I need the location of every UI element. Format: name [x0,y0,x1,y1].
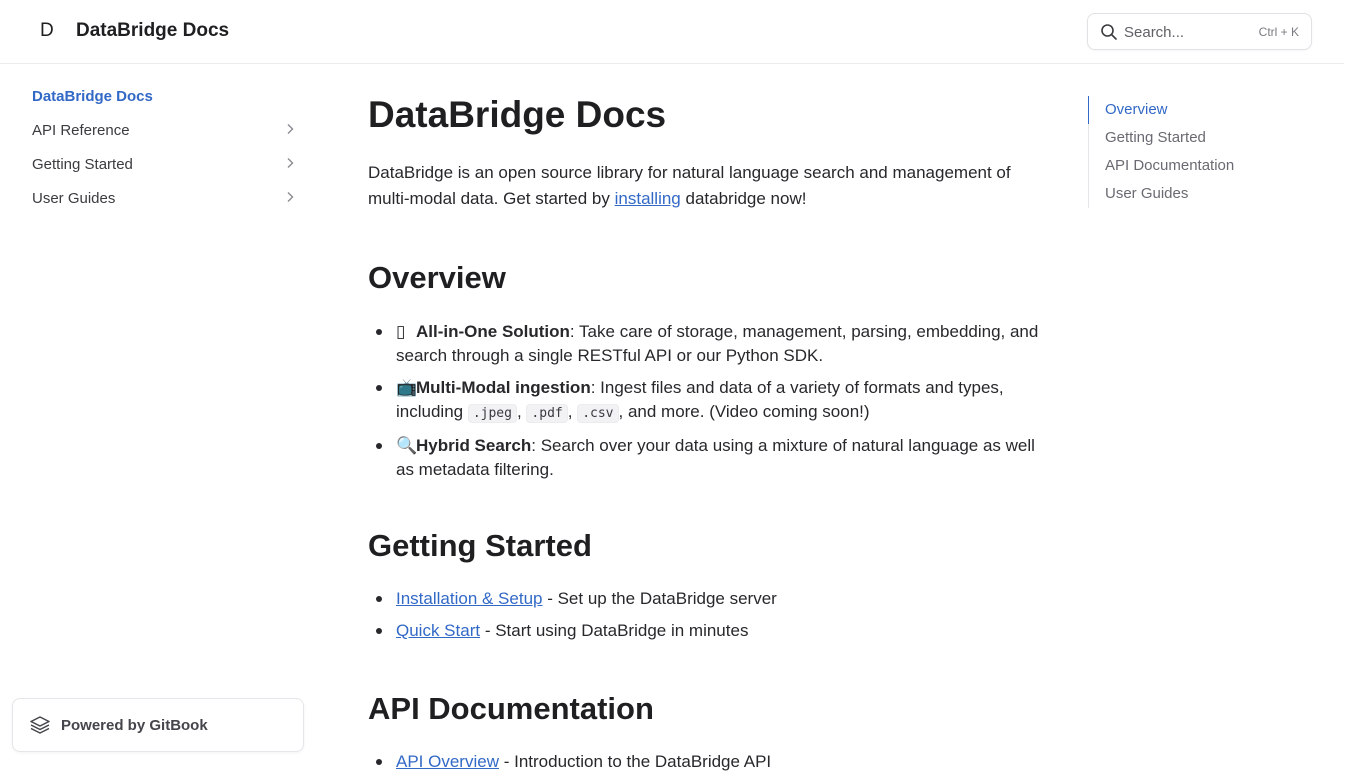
intro-paragraph [368,160,1048,212]
api-documentation-list [368,750,1048,782]
search-input[interactable] [1087,13,1312,50]
sidebar-item-label: DataBridge Docs [32,87,153,105]
list-item-text: - Introduction to the DataBridge API [498,752,772,771]
tv-icon: 📺 [396,378,418,397]
sidebar-item-label: Getting Started [32,155,133,173]
site-title[interactable]: DataBridge Docs [76,20,230,41]
table-of-contents [1088,96,1289,208]
list-item [368,587,1048,611]
chevron-right-icon[interactable] [286,156,294,173]
search-shortcut: Ctrl + K [1258,25,1299,39]
page-title: DataBridge Docs [368,94,667,135]
sidebar [0,64,320,760]
list-item-text: - Set up the DataBridge server [542,589,777,608]
list-item-text: : Search over your data using a mixture of natural language as well as metadata filtering. [396,436,1035,479]
sidebar-item-user-guides[interactable] [32,186,302,210]
package-icon: ▯ [396,322,406,341]
list-item [368,750,1048,774]
sidebar-item-label: API Reference [32,121,130,139]
getting-started-heading: Getting Started [368,528,592,563]
toc-item-user-guides[interactable]: User Guides [1105,185,1189,202]
list-item-text: - Start using DataBridge in minutes [480,621,749,640]
quick-start-link[interactable]: Quick Start [396,621,481,640]
installation-setup-link[interactable]: Installation & Setup [396,589,543,608]
code-jpeg: .jpeg [468,404,517,423]
sidebar-item-getting-started[interactable] [32,152,302,176]
gitbook-icon [30,716,50,739]
overview-list [368,320,1048,490]
api-documentation-heading: API Documentation [368,691,654,726]
sidebar-item-label: User Guides [32,189,116,207]
sidebar-item-api-reference[interactable] [32,118,302,142]
powered-by-label: Powered by GitBook [61,717,208,734]
intro-text: DataBridge is an open source library for natural language search and management of multi-modal data. Get started by [368,163,1011,208]
list-item [368,320,1048,368]
powered-by-gitbook-link[interactable] [12,698,304,752]
list-item-title: All-in-One Solution [416,322,570,341]
top-header [0,0,1344,64]
list-item [368,434,1048,482]
sidebar-item-databridge-docs[interactable] [32,84,302,108]
code-csv: .csv [577,404,618,423]
overview-heading: Overview [368,260,506,295]
toc-item-getting-started[interactable]: Getting Started [1105,129,1206,146]
list-item-text-end: , and more. (Video coming soon!) [618,402,870,421]
list-item-title: Multi-Modal ingestion [416,378,591,397]
toc-item-api-documentation[interactable]: API Documentation [1105,157,1235,174]
toc-item-overview[interactable]: Overview [1105,101,1168,118]
intro-text-end: databridge now! [680,189,807,208]
code-pdf: .pdf [526,404,567,423]
toc-active-marker [1088,96,1089,124]
list-item-text: : Ingest files and data of a variety of formats and types, including [396,378,1004,421]
getting-started-list [368,587,1048,651]
list-item-title: Hybrid Search [416,436,532,455]
list-item [368,619,1048,643]
chevron-right-icon[interactable] [286,122,294,139]
search-placeholder: Search... [1124,24,1185,41]
list-item-text: : Take care of storage, management, parsing, embedding, and search through a single RESTful API or our Python SDK. [396,322,1039,365]
chevron-right-icon[interactable] [286,190,294,207]
search-icon [1100,23,1118,46]
list-item: 📺Multi-Modal ingestion: Ingest files and data of a variety of formats and types, including .jpeg , .pdf , .csv , and more. (Video coming soon!) [368,376,1048,426]
api-overview-link[interactable]: API Overview [396,752,499,771]
installing-link[interactable]: installing [614,189,681,208]
site-logo[interactable]: D [40,20,54,41]
magnifier-icon: 🔍 [396,436,418,455]
